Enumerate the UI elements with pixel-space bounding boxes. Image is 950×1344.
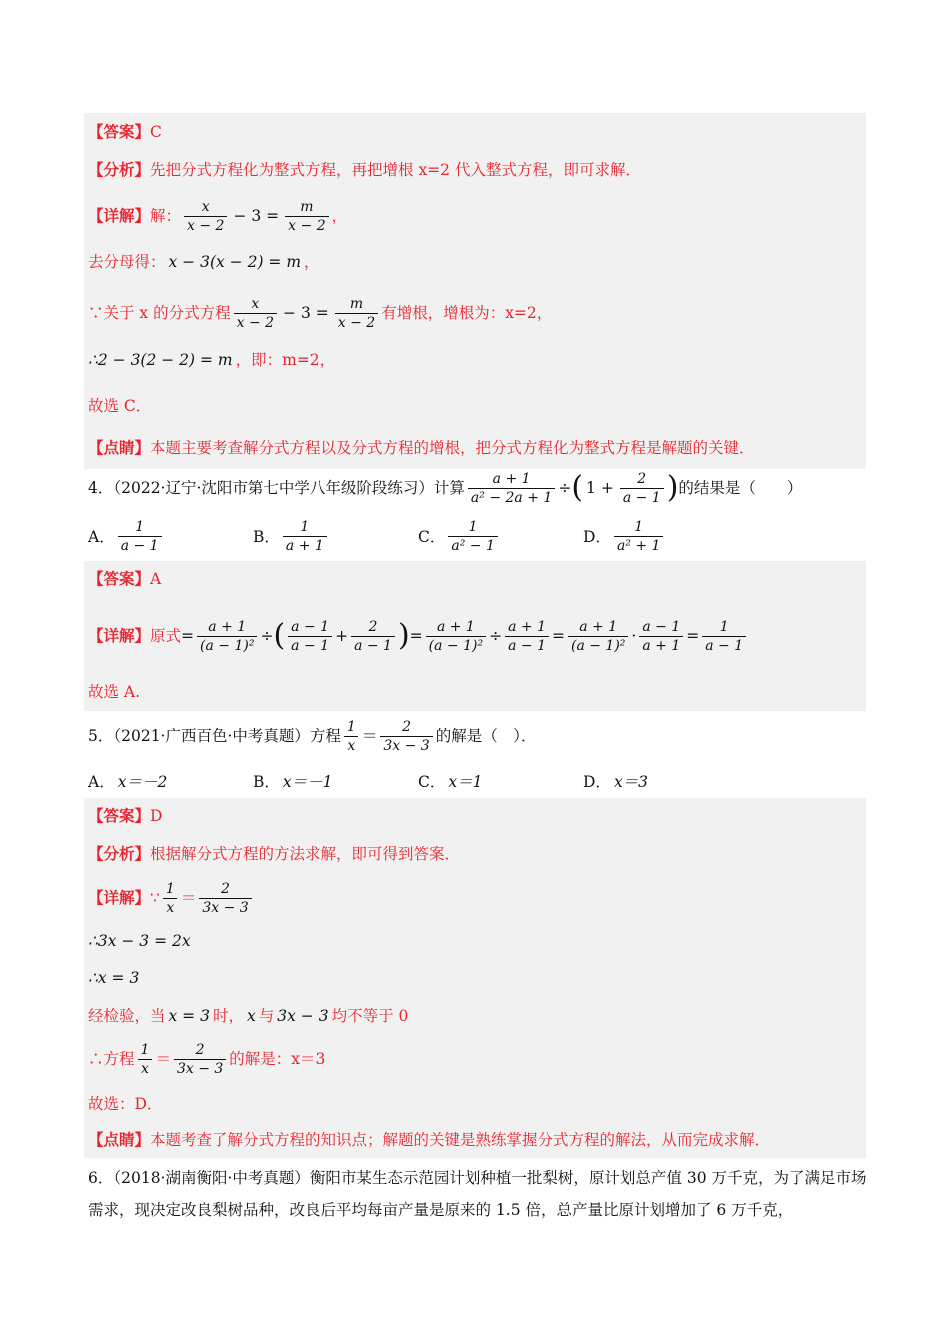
q5-analysis-line	[88, 843, 460, 865]
q5-step2-line	[88, 930, 194, 952]
step-text: 与	[258, 1007, 275, 1025]
fraction: $\frac{a + 1}{\text{(a − 1)²}}$	[426, 618, 486, 655]
q4-option-c[interactable]	[418, 516, 501, 556]
comment-tag: 【点睛】	[88, 1130, 151, 1149]
paren-open: (	[571, 470, 584, 505]
fraction: $\frac{a - 1}{a + 1}$	[639, 618, 683, 655]
comment-text: 本题考查了解分式方程的知识点；解题的关键是熟练掌握分式方程的解法，从而完成求解．	[150, 1131, 771, 1149]
stem-text: 的结果是（ ）	[678, 479, 803, 497]
fraction: $\frac{1}{x}$	[138, 1041, 153, 1078]
fraction: $\frac{1}{x}$	[163, 880, 178, 917]
fraction: $\frac{2}{a - 1}$	[620, 470, 664, 507]
analysis-text: 根据解分式方程的方法求解，即可得到答案．	[150, 845, 461, 863]
option-text: x＝－2	[117, 773, 168, 791]
choice-text: 故选 C．	[88, 397, 152, 415]
step-math: ∴3x − 3 = 2x	[88, 932, 191, 950]
equals: ＝	[180, 889, 197, 907]
q6-stem: 6．（2018·湖南衡阳·中考真题）衡阳市某生态示范园计划种植一批梨树，原计划总产值 30 万千克，为了满足市场需求，现决定改良梨树品种，改良后平均每亩产量是原来的 1.5 倍，总产量比原计划增加了 6 万千克，	[88, 1169, 867, 1219]
q4-option-b[interactable]	[253, 516, 330, 556]
detail-tag: 【详解】	[88, 888, 151, 907]
equals: ＝	[155, 1050, 171, 1068]
stem-text: 4．（2022·辽宁·沈阳市第七中学八年级阶段练习）计算	[88, 479, 465, 497]
detail-tag: 【详解】	[88, 626, 151, 645]
answer-tag: 【答案】	[88, 122, 151, 141]
choice-text: 故选 A.	[88, 683, 141, 701]
q3-comment-line	[88, 437, 755, 459]
q4-option-d[interactable]	[583, 516, 666, 556]
equation-middle: − 3 =	[233, 207, 280, 225]
step-math: x = 3	[168, 1007, 210, 1025]
q5-option-b[interactable]	[253, 770, 336, 792]
punctuation: ，	[304, 253, 320, 271]
step-math: ∴2 − 3(2 − 2) = m	[88, 351, 233, 369]
q4-stem	[88, 466, 802, 510]
choice-text: 故选：D．	[88, 1095, 163, 1113]
detail-tag: 【详解】	[88, 206, 151, 225]
fraction: $\frac{2}{a - 1}$	[351, 618, 395, 655]
fraction: $\frac{1}{a - 1}$	[702, 618, 746, 655]
fraction: $\frac{1}{a - 1}$	[118, 518, 162, 555]
paren-open: (	[273, 618, 286, 653]
step-math: x	[246, 1007, 256, 1025]
answer-value: A	[150, 570, 162, 588]
q5-detail-line	[88, 877, 255, 919]
math-text: 1 +	[586, 479, 614, 497]
step-text: 时，	[212, 1007, 244, 1025]
fraction: $\frac{a + 1}{\text{a² − 2a + 1}}$	[468, 470, 555, 507]
step-text: ∵关于 x 的分式方程	[88, 304, 231, 322]
equation-middle: − 3 =	[283, 304, 329, 322]
plus: +	[335, 627, 349, 645]
q5-comment-line	[88, 1129, 770, 1151]
q3-step2-line	[88, 251, 320, 273]
option-label: A．	[88, 773, 115, 791]
q3-choice-line	[88, 395, 151, 417]
q3-answer-line	[88, 121, 162, 143]
fraction: $\frac{1}{x}$	[344, 718, 359, 755]
answer-tag: 【答案】	[88, 806, 151, 825]
fraction: $\frac{a + 1}{\text{(a − 1)²}}$	[197, 618, 257, 655]
analysis-text: 先把分式方程化为整式方程，再把增根 x=2 代入整式方程，即可求解．	[150, 161, 641, 179]
step-text: ，即：m=2，	[235, 351, 336, 369]
equals: =	[181, 627, 195, 645]
paren-close: )	[666, 470, 679, 505]
equals: =	[409, 627, 423, 645]
option-label: D．	[583, 773, 611, 791]
comment-text: 本题主要考查解分式方程以及分式方程的增根，把分式方程化为整式方程是解题的关键．	[150, 439, 755, 457]
answer-tag: 【答案】	[88, 569, 151, 588]
answer-value: C	[150, 123, 162, 141]
step-text: 的解是：x＝3	[229, 1050, 326, 1068]
step-text: 经检验，当	[88, 1007, 166, 1025]
analysis-tag: 【分析】	[88, 844, 151, 863]
q4-detail-line	[88, 612, 749, 660]
fraction: $\frac{1}{\text{a² + 1}}$	[614, 518, 664, 555]
stem-text: 的解是（ ）．	[435, 727, 537, 745]
q4-answer-line	[88, 568, 161, 590]
comment-tag: 【点睛】	[88, 438, 151, 457]
step-text: 均不等于 0	[331, 1007, 409, 1025]
fraction: $\frac{m}{x - 2}$	[285, 198, 328, 235]
q5-answer-line	[88, 805, 162, 827]
q3-analysis-line	[88, 159, 641, 181]
fraction: $\frac{1}{a + 1}$	[283, 518, 327, 555]
option-text: x＝－1	[282, 773, 333, 791]
because-symbol: ∵	[150, 889, 160, 907]
q5-stem	[88, 716, 536, 756]
option-label: C．	[418, 528, 446, 546]
option-label: A．	[88, 528, 115, 546]
answer-value: D	[150, 807, 163, 825]
dot: ·	[631, 627, 637, 645]
fraction: $\frac{2}{3x - 3}$	[380, 718, 432, 755]
option-text: x＝3	[613, 773, 649, 791]
step-text: 去分母得：	[88, 253, 166, 271]
equals: =	[686, 627, 700, 645]
q3-step4-line	[88, 349, 335, 371]
operator: ÷	[558, 479, 572, 497]
q5-conclusion-line	[88, 1038, 325, 1080]
step-text: 有增根，增根为：x=2，	[381, 304, 553, 322]
option-label: D．	[583, 528, 611, 546]
q5-option-a[interactable]	[88, 770, 170, 792]
fraction: $\frac{m}{x - 2}$	[335, 295, 378, 332]
fraction: $\frac{a + 1}{a - 1}$	[505, 618, 549, 655]
step-text: ∴方程	[88, 1050, 135, 1068]
q5-check-line	[88, 1005, 408, 1027]
detail-lead: 原式	[150, 627, 182, 645]
option-label: B．	[253, 528, 280, 546]
q3-step3-line	[88, 293, 552, 333]
paren-close: )	[397, 618, 410, 653]
fraction: $\frac{1}{\text{a² − 1}}$	[448, 518, 498, 555]
fraction: $\frac{x}{x - 2}$	[234, 295, 277, 332]
q5-choice-line	[88, 1093, 162, 1115]
step-math: ∴x = 3	[88, 969, 140, 987]
step-math: x − 3(x − 2) = m	[168, 253, 302, 271]
option-label: B．	[253, 773, 280, 791]
q5-option-c[interactable]	[418, 770, 485, 792]
fraction: $\frac{a + 1}{\text{(a − 1)²}}$	[568, 618, 628, 655]
fraction: $\frac{2}{3x - 3}$	[199, 880, 251, 917]
fraction: $\frac{2}{3x - 3}$	[174, 1041, 226, 1078]
q4-choice-line	[88, 681, 140, 703]
option-label: C．	[418, 773, 446, 791]
fraction: $\frac{x}{x - 2}$	[184, 198, 227, 235]
operator: ÷	[489, 627, 503, 645]
q5-step3-line	[88, 967, 142, 989]
punctuation: ，	[331, 207, 348, 225]
operator: ÷	[260, 627, 274, 645]
option-text: x＝1	[448, 773, 483, 791]
q4-option-a[interactable]	[88, 516, 165, 556]
q3-detail-line	[88, 196, 347, 236]
equals: ＝	[361, 727, 378, 745]
analysis-tag: 【分析】	[88, 160, 151, 179]
equals: =	[551, 627, 565, 645]
detail-lead: 解：	[150, 207, 182, 225]
stem-text: 5．（2021·广西百色·中考真题）方程	[88, 727, 341, 745]
fraction: $\frac{a - 1}{a - 1}$	[288, 618, 332, 655]
step-math: 3x − 3	[277, 1007, 329, 1025]
q5-option-d[interactable]	[583, 770, 651, 792]
